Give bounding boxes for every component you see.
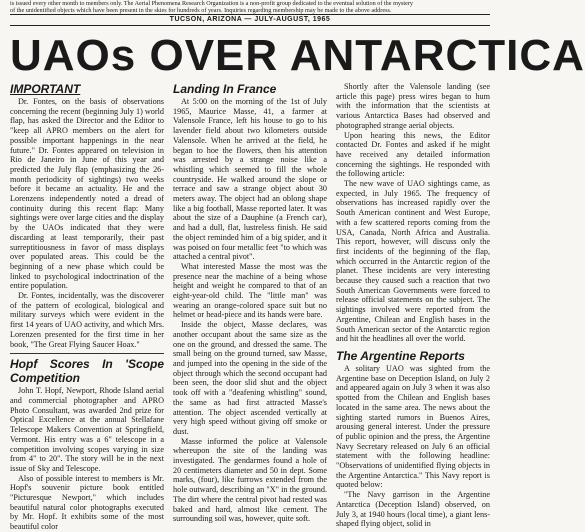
important-paragraph: Dr. Fontes, incidentally, was the discoverer of the pattern of ecological, biological and military surveys which were evident in the first 14 years of UAO activity, and which Mrs. Lorenzen presented for the first time in her book, "The Great Flying Saucer Hoax." <box>10 291 164 349</box>
hopf-title: Hopf Scores In 'Scope Competition <box>10 357 164 386</box>
landing-paragraph: Masse informed the police at Valensole whereupon the site of the landing was investigated. The gendarmes found a hole of 20 centimeters diameter and 50 in dept. Some marks, (four), like furrows extended from the hole outward, describing an "X" in the ground. The dirt where the central pivot had rested was baked and hard, almost like cement. The surrounding soil was, however, quite soft. <box>173 436 327 524</box>
important-title: IMPORTANT <box>10 82 81 96</box>
argentine-title: The Argentine Reports <box>336 348 465 363</box>
section-divider <box>10 353 164 354</box>
landing-paragraph: Inside the object, Masse declares, was another occupant about the same size as the one on the ground, and dressed the same. The small being on the ground turned, saw Masse, and jumped into the opening in the side of the object through which the second occupant had been seen, the door slid shut and the object took off with a "deafening whistling" sound, the same as had first attracted Masse's attention. The object ascended vertically at very high speed without giving off smoke or dust. <box>173 320 327 436</box>
landing-paragraph: What interested Masse the most was the presence near the machine of a being whose height and weight he compared to that of an eight-year-old child. The "little man" was wearing an orange-colored space suit but no helmet or head-piece and its hands were bare. <box>173 261 327 320</box>
important-paragraph: Dr. Fontes, on the basis of observations concerning the recent (beginning July 1) world flap, has asked the Director and the Editor to "keep all APRO members on the alert for possible important happenings in the near future." Dr. Fontes appeared on television in Rio de Janeiro in June of this year and predicted the July flap (emphasizing the 26-month periodicity of sightings) two weeks before it became an actuality. He and the Lorenzens independently noted a dread of continuity during this recent flap: Many sightings were over large cities and the display by the UAOs indicated that they were discarding at least temporarily, their past surreptitiousness in favor of mass displays over populated areas. This could be the beginning of a new phase which could be linked to psychological indoctrination of the entire population. <box>10 97 164 291</box>
antarctica-paragraph: The new wave of UAO sightings came, as expected, in July 1965. The frequency of observations has increased rapidly over the South American continent and West Europe, with a few scattered reports coming from the USA, Canada, North Africa and Australia. This report, however, will discuss only the first incidents of the beginning of the flap, which occurred in the Antarctic region of the planet. These incidents are very interesting because they caused such a reaction that two South American Governments were forced to release official statements on the subject. The sightings involved were reported from the Argentine, Chilean and English bases in the South American sector of the Antarctic region and hit the headlines all over the world. <box>336 179 490 344</box>
argentine-paragraph: "The Navy garrison in the Argentine Antarctica (Deception Island) observed, on July 3, at 1940 hours (local time), a giant lens-shaped flying object, solid in <box>336 490 490 529</box>
landing-paragraph: At 5:00 on the morning of the 1st of July 1965, Maurice Masse, 41, a farmer at Valensole France, left his house to go to his lavender field about two kilometers outside Valensole. When he arrived at the field, he began to hoe the flowers, then his attention was arrested by a strange noise like a whistling which seemed to fill the whole countryside. He walked around the slope or terrace and saw a strange object about 30 meters away. The object had an oblong shape like a big football, Masse reported later. It was about the size of a Dauphine (a French car), and had a dull, flat, lustreless finish. He said the object reminded him of a big spider, and it was poised on four metallic feet "to which was attached a central pivot". <box>173 97 327 262</box>
hopf-paragraph: Also of possible interest to members is Mr. Hopf's souvenir picture book entitled "Picturesque Newport," which includes beautiful natural color photographs executed by Mr. Hopf. It exhibits some of the most beautiful color <box>10 473 164 532</box>
antarctica-paragraph: Shortly after the Valensole landing (see article this page) press wires began to hum with the information that the scientists at various Antarctica Bases had observed and photographed strange aerial objects. <box>336 82 490 130</box>
masthead-notice-line-2: of the unidentified objects which have been present in the skies for hundreds of years. Inquiries regarding membership may be made to the above address. <box>10 7 392 14</box>
hopf-paragraph: John T. Hopf, Newport, Rhode Island aerial and commercial photographer and APRO Photo Consultant, was awarded 2nd prize for Optical Excellence at the annual Stellafane Telescope Makers Convention at Springfield, Vermont. His entry was a 6" telescope in a competition involving scopes varying in size from 4" to 20". The story will be in the next issue of Sky and Telescope. <box>10 386 164 473</box>
column-middle <box>173 82 327 532</box>
column-right <box>336 82 490 532</box>
landing-title: Landing In France <box>173 82 277 96</box>
argentine-paragraph: A solitary UAO was sighted from the Argentine base on Deception Island, on July 2 and appeared again on July 3 when it was also spotted from the Chilean and English bases located in the same area. The news about the sighting started rumors in Buenos Aires, arousing general interest. Under the pressure of public opinion and the press, the Argentine Navy Secretary released on July 6 an official statement with the following headline: "Observations of unidentified flying objects in the Argentine Antarctica." This Navy report is quoted below: <box>336 363 490 490</box>
masthead-notice <box>10 0 490 14</box>
article-columns <box>10 82 490 532</box>
page-headline: UAOs OVER ANTARCTICA <box>10 31 585 80</box>
column-left <box>10 82 164 532</box>
dateline: TUCSON, ARIZONA — JULY-AUGUST, 1965 <box>10 15 490 26</box>
antarctica-paragraph: Upon hearing this news, the Editor contacted Dr. Fontes and asked if he might have received any detailed information concerning the sightings. He responded with the following article: <box>336 130 490 179</box>
masthead-notice-line-1: is issued every other month to members only. The Aerial Phenomena Research Organization is a non-profit group dedicated to the eventual solution of the mystery <box>10 0 414 7</box>
